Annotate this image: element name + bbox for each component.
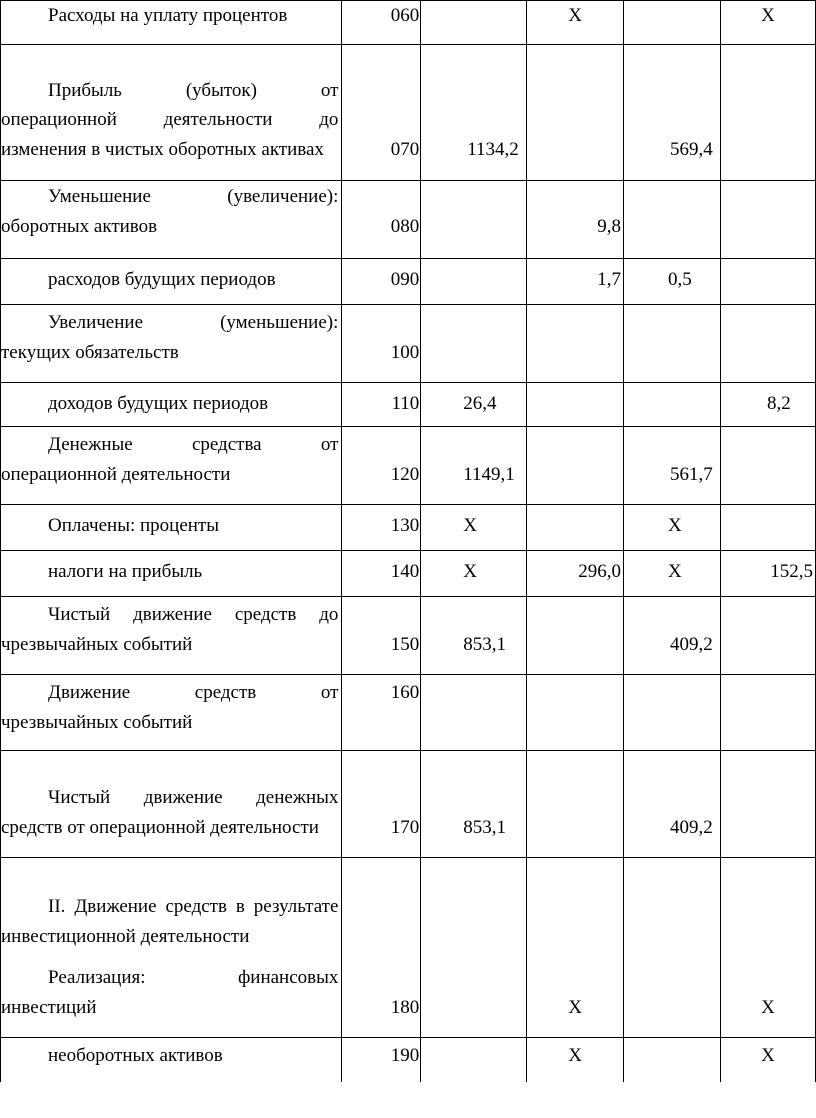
cell-value: 561,7 [624,427,721,505]
cell-value [721,675,816,751]
cell-value [527,427,624,505]
cell-value [721,505,816,551]
cell-value [421,259,527,305]
row-code: 110 [342,383,421,427]
cell-value: X [527,1038,624,1082]
table-row [1,45,816,181]
row-label: доходов будущих периодов [1,383,342,427]
cell-value [624,675,721,751]
row-code: 160 [342,675,421,751]
cell-value [624,1038,721,1082]
cell-value [421,1,527,45]
cell-value [527,751,624,858]
row-label: Уменьшение (увеличение): оборотных активов [1,181,342,259]
cell-value: X [624,505,721,551]
table-row [1,427,816,505]
cell-value [624,1,721,45]
cell-value [421,675,527,751]
cell-value [421,858,527,1038]
row-label: налоги на прибыль [1,551,342,597]
cell-value [421,305,527,383]
row-label: Оплачены: проценты [1,505,342,551]
cell-value: 1149,1 [421,427,527,505]
row-code: 120 [342,427,421,505]
section-heading: II. Движение средств в результате инвестиционной деятельности [1,896,339,947]
table-row [1,751,816,858]
row-label: Прибыль (убыток) от операционной деятельности до изменения в чистых оборотных активах [1,45,342,181]
row-label: Расходы на уплату процентов [1,1,342,45]
cell-value [624,305,721,383]
row-code: 150 [342,597,421,675]
table-row [1,259,816,305]
row-code: 070 [342,45,421,181]
cell-value: X [721,1,816,45]
cell-value: 8,2 [721,383,816,427]
table-row [1,383,816,427]
row-label: расходов будущих периодов [1,259,342,305]
cell-value: 569,4 [624,45,721,181]
cell-value [721,181,816,259]
table-row [1,675,816,751]
table-row [1,181,816,259]
cell-value [624,383,721,427]
cell-value [721,259,816,305]
row-code: 130 [342,505,421,551]
cell-value: 409,2 [624,597,721,675]
row-label: Движение средств от чрезвычайных событий [1,675,342,751]
table-row [1,551,816,597]
row-label: Увеличение (уменьшение): текущих обязательств [1,305,342,383]
table-row [1,305,816,383]
cell-value: 409,2 [624,751,721,858]
table-row [1,1038,816,1082]
table-row [1,597,816,675]
cell-value [624,181,721,259]
cell-value [721,751,816,858]
cell-value: X [624,551,721,597]
cell-value: X [421,551,527,597]
row-code: 140 [342,551,421,597]
cell-value [527,305,624,383]
cell-value: X [721,1038,816,1082]
cell-value: 9,8 [527,181,624,259]
cell-value: 1,7 [527,259,624,305]
row-code: 170 [342,751,421,858]
table-row [1,1,816,45]
cell-value: X [721,858,816,1038]
cell-value: X [527,1,624,45]
cell-value [624,858,721,1038]
cell-value: 853,1 [421,597,527,675]
cell-value [527,383,624,427]
cell-value [721,597,816,675]
cell-value [421,1038,527,1082]
row-code: 090 [342,259,421,305]
cell-value [721,427,816,505]
row-code: 060 [342,1,421,45]
cell-value: 1134,2 [421,45,527,181]
row-label: необоротных активов [1,1038,342,1082]
table-row [1,858,816,1038]
row-label [1,858,342,1038]
cell-value [721,305,816,383]
cell-value [527,45,624,181]
cell-value: X [421,505,527,551]
cell-value: 296,0 [527,551,624,597]
cell-value: 853,1 [421,751,527,858]
cell-value [721,45,816,181]
row-label: Чистый движение средств до чрезвычайных событий [1,597,342,675]
table-row [1,505,816,551]
row-code: 190 [342,1038,421,1082]
cell-value [527,597,624,675]
cell-value: X [527,858,624,1038]
cell-value [527,675,624,751]
cell-value: 0,5 [624,259,721,305]
row-code: 080 [342,181,421,259]
row-code: 100 [342,305,421,383]
row-code: 180 [342,858,421,1038]
cell-value: 26,4 [421,383,527,427]
row-label: Чистый движение денежных средств от операционной деятельности [1,751,342,858]
row-label-sub: Реализация: финансовых инвестиций [1,967,339,1018]
row-label: Денежные средства от операционной деятельности [1,427,342,505]
cell-value [527,505,624,551]
cell-value [421,181,527,259]
cell-value: 152,5 [721,551,816,597]
